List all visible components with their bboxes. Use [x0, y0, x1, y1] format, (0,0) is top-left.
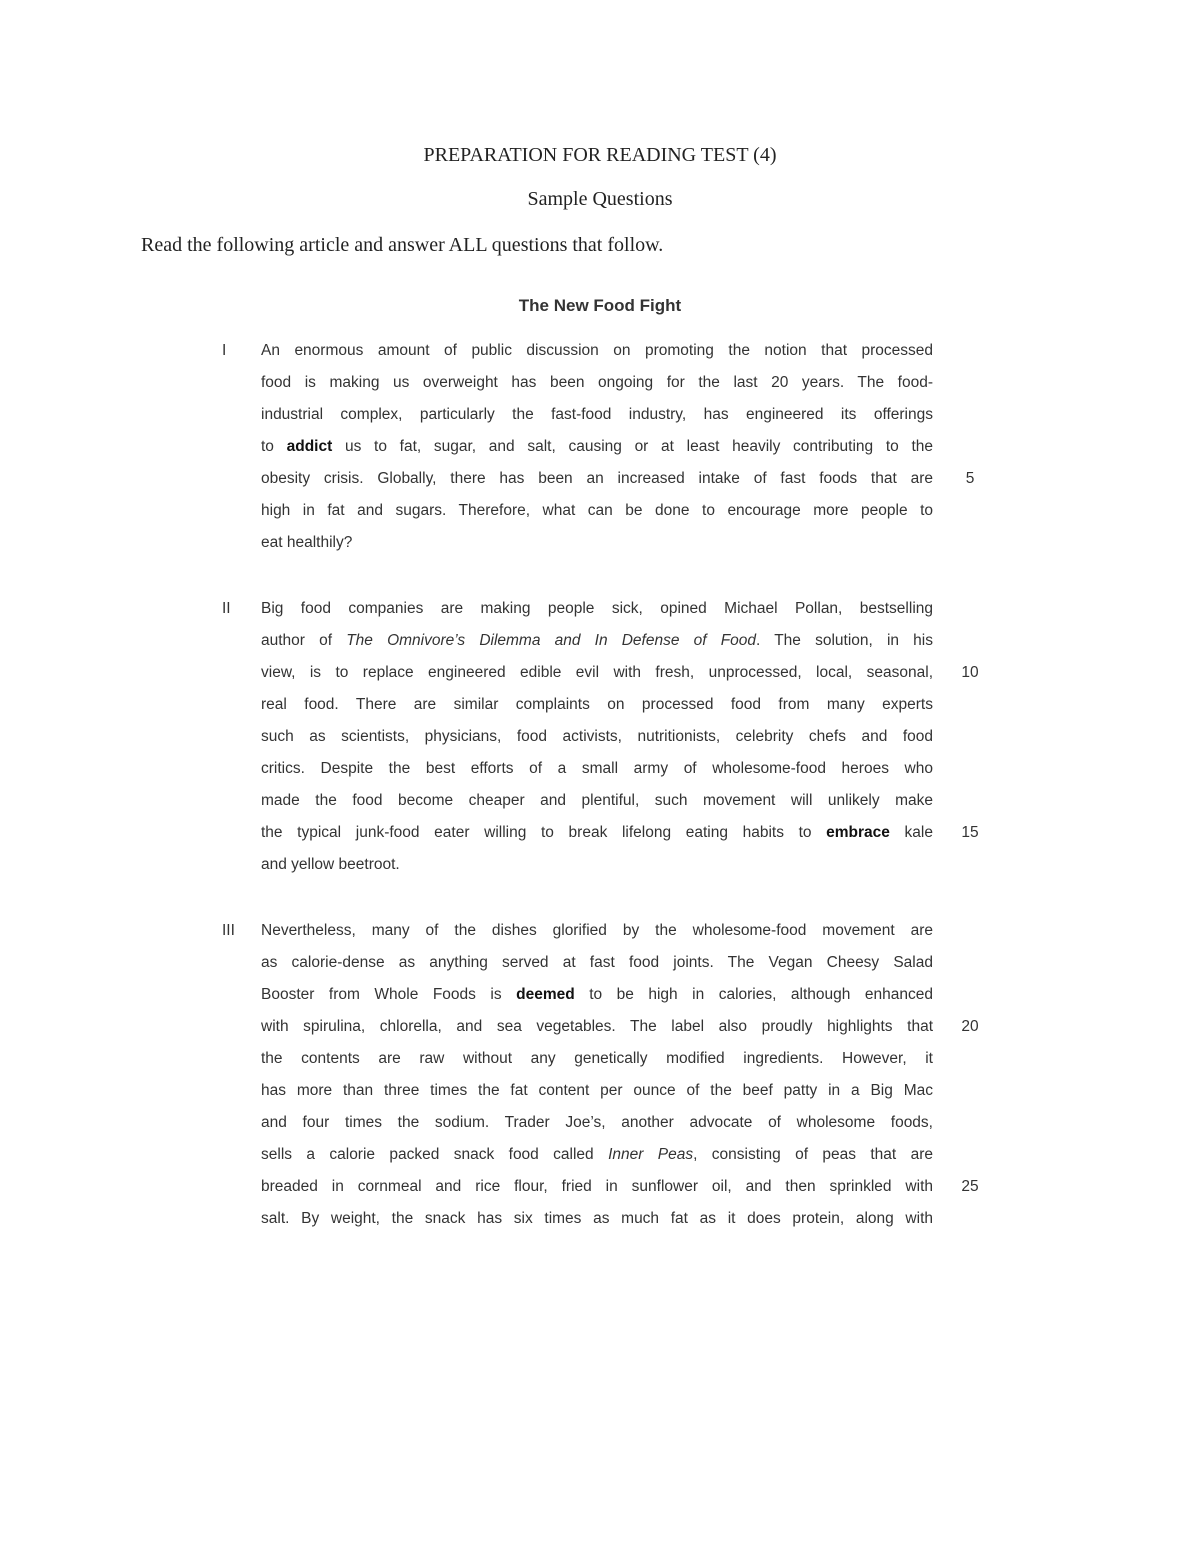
text-line: food is making us overweight has been ongoing for the last 20 years. The food-: [261, 374, 933, 391]
text-line: breaded in cornmeal and rice flour, fried in sunflower oil, and then sprinkled with: [261, 1178, 933, 1195]
line-number: 5: [965, 470, 975, 487]
document-subtitle: Sample Questions: [527, 188, 673, 210]
text-line: and four times the sodium. Trader Joe’s, another advocate of wholesome foods,: [261, 1114, 933, 1131]
text-line: An enormous amount of public discussion on promoting the notion that processed: [261, 342, 933, 359]
paragraph-number: II: [222, 600, 231, 617]
vocab-word: embrace: [826, 824, 890, 841]
text-line: as calorie-dense as anything served at fast food joints. The Vegan Cheesy Salad: [261, 954, 933, 971]
text-line: industrial complex, particularly the fast-food industry, has engineered its offerings: [261, 406, 933, 423]
text-line: to addict us to fat, sugar, and salt, causing or at least heavily contributing to the: [261, 438, 934, 455]
instruction-text: Read the following article and answer ALL questions that follow.: [141, 234, 664, 256]
text-line: sells a calorie packed snack food called Inner Peas, consisting of peas that are: [261, 1146, 934, 1163]
text-line: salt. By weight, the snack has six times as much fat as it does protein, along with: [261, 1210, 933, 1227]
vocab-word: deemed: [516, 986, 575, 1003]
text-line: the typical junk-food eater willing to break lifelong eating habits to embrace kale: [261, 824, 933, 841]
paragraph-number: III: [222, 922, 235, 939]
text-line: author of The Omnivore’s Dilemma and In Defense of Food. The solution, in his: [261, 632, 934, 649]
text-line: critics. Despite the best efforts of a small army of wholesome-food heroes who: [261, 760, 933, 777]
text-line: obesity crisis. Globally, there has been an increased intake of fast foods that are: [261, 470, 933, 487]
product-name: Inner Peas: [608, 1146, 694, 1163]
text-line: and yellow beetroot.: [261, 856, 400, 873]
book-titles: The Omnivore’s Dilemma and In Defense of Food: [346, 632, 757, 649]
text-line: Booster from Whole Foods is deemed to be high in calories, although enhanced: [261, 986, 933, 1003]
article-title: The New Food Fight: [518, 296, 682, 315]
text-line: Big food companies are making people sick, opined Michael Pollan, bestselling: [261, 600, 933, 617]
text-line: eat healthily?: [261, 534, 353, 551]
line-number: 15: [961, 824, 979, 841]
text-line: such as scientists, physicians, food activists, nutritionists, celebrity chefs and food: [261, 728, 933, 745]
line-number: 10: [961, 664, 979, 681]
text-line: the contents are raw without any genetically modified ingredients. However, it: [261, 1050, 933, 1067]
text-line: real food. There are similar complaints on processed food from many experts: [261, 696, 933, 713]
text-line: view, is to replace engineered edible evil with fresh, unprocessed, local, seasonal,: [261, 664, 933, 681]
text-line: high in fat and sugars. Therefore, what can be done to encourage more people to: [261, 502, 933, 519]
text-line: with spirulina, chlorella, and sea vegetables. The label also proudly highlights that: [261, 1018, 933, 1035]
vocab-word: addict: [286, 438, 333, 455]
text-line: Nevertheless, many of the dishes glorified by the wholesome-food movement are: [261, 922, 933, 939]
line-number: 25: [961, 1178, 979, 1195]
line-number: 20: [961, 1018, 979, 1035]
paragraph-number: I: [222, 342, 227, 359]
document-title: PREPARATION FOR READING TEST (4): [423, 144, 777, 166]
text-line: made the food become cheaper and plentiful, such movement will unlikely make: [261, 792, 933, 809]
text-line: has more than three times the fat content per ounce of the beef patty in a Big Mac: [261, 1082, 933, 1099]
